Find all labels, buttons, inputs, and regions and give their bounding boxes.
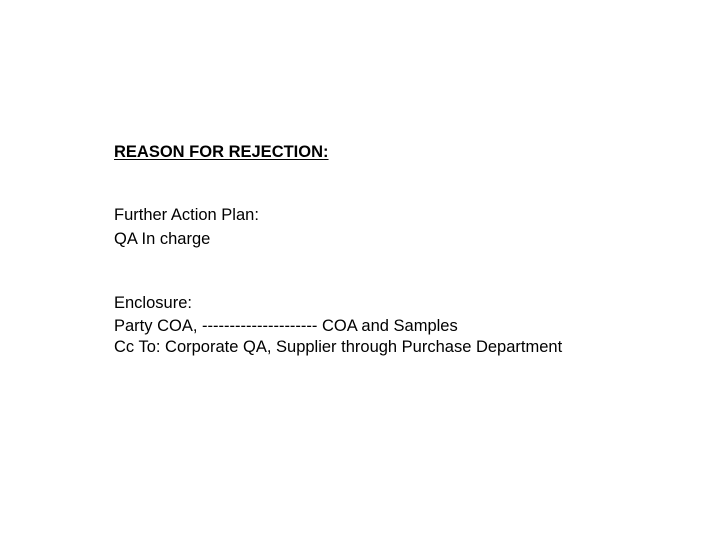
action-plan-owner: QA In charge bbox=[114, 230, 211, 248]
enclosure-label: Enclosure: bbox=[114, 294, 192, 312]
rejection-heading-colon: : bbox=[323, 143, 329, 161]
rejection-heading-text: REASON FOR REJECTION bbox=[114, 143, 324, 161]
rejection-heading bbox=[114, 141, 329, 163]
enclosure-items: Party COA, --------------------- COA and Samples bbox=[114, 317, 458, 335]
cc-line: Cc To: Corporate QA, Supplier through Purchase Department bbox=[114, 338, 563, 356]
action-plan-label: Further Action Plan: bbox=[114, 206, 259, 224]
